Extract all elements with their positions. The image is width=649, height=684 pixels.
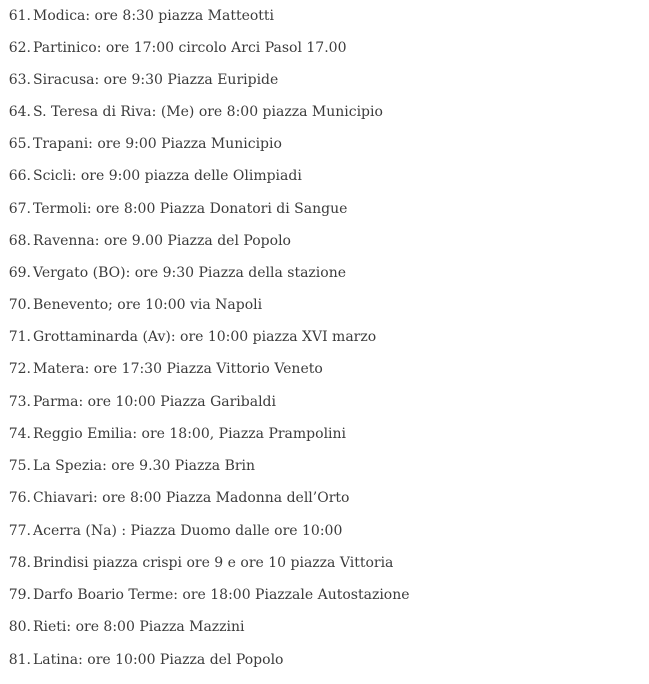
list-item bbox=[0, 164, 302, 188]
item-text: Ravenna: ore 9.00 Piazza del Popolo bbox=[33, 233, 291, 249]
item-text: Chiavari: ore 8:00 Piazza Madonna dell’Orto bbox=[33, 490, 350, 506]
item-number: 68. bbox=[8, 233, 31, 249]
item-number: 67. bbox=[8, 201, 31, 217]
item-text: Grottaminarda (Av): ore 10:00 piazza XVI marzo bbox=[33, 329, 377, 345]
item-number: 63. bbox=[8, 72, 31, 88]
list-item bbox=[0, 132, 282, 156]
list-item bbox=[0, 551, 393, 575]
list-item bbox=[0, 583, 410, 607]
item-number: 66. bbox=[8, 168, 31, 184]
item-number: 81. bbox=[8, 652, 31, 668]
item-text: Reggio Emilia: ore 18:00, Piazza Prampolini bbox=[33, 426, 347, 442]
item-text: Siracusa: ore 9:30 Piazza Euripide bbox=[33, 72, 279, 88]
item-text: Vergato (BO): ore 9:30 Piazza della stazione bbox=[33, 265, 347, 281]
list-item bbox=[0, 519, 342, 543]
list-item bbox=[0, 454, 255, 478]
item-number: 62. bbox=[8, 40, 31, 56]
item-text: Darfo Boario Terme: ore 18:00 Piazzale Autostazione bbox=[33, 587, 410, 603]
item-number: 69. bbox=[8, 265, 31, 281]
item-text: La Spezia: ore 9.30 Piazza Brin bbox=[33, 458, 256, 474]
list-item bbox=[0, 36, 346, 60]
item-text: Matera: ore 17:30 Piazza Vittorio Veneto bbox=[33, 361, 323, 377]
item-text: Termoli: ore 8:00 Piazza Donatori di Sangue bbox=[33, 201, 348, 217]
list-item bbox=[0, 293, 262, 317]
item-number: 79. bbox=[8, 587, 31, 603]
item-number: 71. bbox=[8, 329, 31, 345]
item-number: 70. bbox=[8, 297, 31, 313]
item-number: 76. bbox=[8, 490, 31, 506]
list-item bbox=[0, 100, 383, 124]
list-item bbox=[0, 4, 274, 28]
item-number: 80. bbox=[8, 619, 31, 635]
list-item bbox=[0, 197, 347, 221]
item-number: 73. bbox=[8, 394, 31, 410]
list-item bbox=[0, 486, 349, 510]
item-text: Brindisi piazza crispi ore 9 e ore 10 piazza Vittoria bbox=[33, 555, 394, 571]
item-number: 78. bbox=[8, 555, 31, 571]
list-item bbox=[0, 261, 346, 285]
item-number: 75. bbox=[8, 458, 31, 474]
item-number: 61. bbox=[8, 8, 31, 24]
item-text: Benevento; ore 10:00 via Napoli bbox=[33, 297, 263, 313]
item-number: 77. bbox=[8, 523, 31, 539]
list-item bbox=[0, 68, 278, 92]
item-text: Scicli: ore 9:00 piazza delle Olimpiadi bbox=[33, 168, 302, 184]
list-item bbox=[0, 229, 291, 253]
list-item bbox=[0, 648, 283, 672]
item-number: 72. bbox=[8, 361, 31, 377]
list-item bbox=[0, 390, 276, 414]
item-text: Rieti: ore 8:00 Piazza Mazzini bbox=[33, 619, 245, 635]
item-text: S. Teresa di Riva: (Me) ore 8:00 piazza Municipio bbox=[33, 104, 383, 120]
list-item bbox=[0, 615, 245, 639]
item-text: Latina: ore 10:00 Piazza del Popolo bbox=[33, 652, 284, 668]
item-text: Partinico: ore 17:00 circolo Arci Pasol 17.00 bbox=[33, 40, 347, 56]
item-text: Parma: ore 10:00 Piazza Garibaldi bbox=[33, 394, 276, 410]
list-item bbox=[0, 325, 376, 349]
item-number: 65. bbox=[8, 136, 31, 152]
item-text: Modica: ore 8:30 piazza Matteotti bbox=[33, 8, 275, 24]
item-text: Acerra (Na) : Piazza Duomo dalle ore 10:00 bbox=[33, 523, 343, 539]
list-item bbox=[0, 357, 323, 381]
item-number: 74. bbox=[8, 426, 31, 442]
item-number: 64. bbox=[8, 104, 31, 120]
item-text: Trapani: ore 9:00 Piazza Municipio bbox=[33, 136, 282, 152]
list-item bbox=[0, 422, 346, 446]
